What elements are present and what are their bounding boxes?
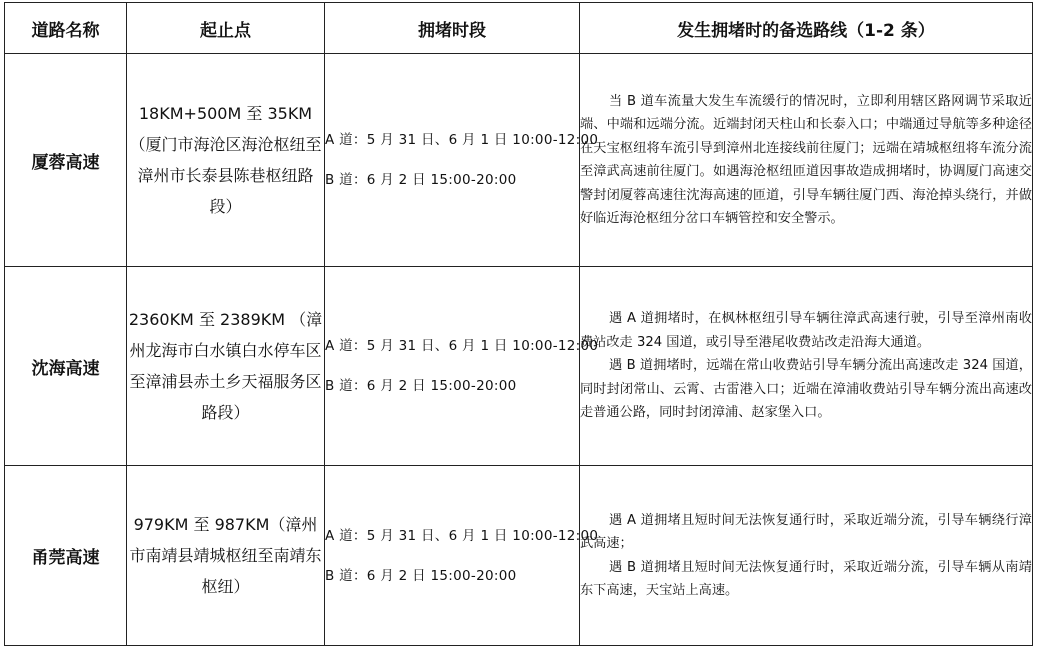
route-paragraph: 遇 B 道拥堵且短时间无法恢复通行时，采取近端分流，引导车辆从南靖东下高速，天宝站上高速。 xyxy=(580,559,1032,598)
period-cell xyxy=(325,466,599,646)
header-alternate-route: 发生拥堵时的备选路线（1-2 条） xyxy=(580,3,1033,54)
header-range: 起止点 xyxy=(127,3,325,54)
reroute-table xyxy=(4,2,1033,646)
period-cell xyxy=(325,54,599,267)
road-name-cell: 沈海高速 xyxy=(5,267,127,466)
period-cell xyxy=(325,267,599,466)
range-cell: 979KM 至 987KM（漳州市南靖县靖城枢纽至南靖东枢纽） xyxy=(127,466,325,646)
header-row xyxy=(5,3,1033,54)
table-row xyxy=(5,54,1033,267)
period-a: A 道：5 月 31 日、6 月 1 日 10:00-12:00 xyxy=(325,338,599,354)
alternate-route-cell xyxy=(580,267,1033,466)
alternate-route-cell xyxy=(580,54,1033,267)
header-road-name: 道路名称 xyxy=(5,3,127,54)
route-paragraph: 遇 B 道拥堵时，远端在常山收费站引导车辆分流出高速改走 324 国道，同时封闭常山、云霄、古雷港入口；近端在漳浦收费站引导车辆分流出高速改走普通公路，同时封闭漳浦、赵家堡入口。 xyxy=(580,358,1032,421)
route-paragraph: 遇 A 道拥堵且短时间无法恢复通行时，采取近端分流，引导车辆绕行漳武高速； xyxy=(580,512,1032,551)
road-name-cell: 甬莞高速 xyxy=(5,466,127,646)
period-a: A 道：5 月 31 日、6 月 1 日 10:00-12:00 xyxy=(325,132,599,148)
period-a: A 道：5 月 31 日、6 月 1 日 10:00-12:00 xyxy=(325,527,599,544)
range-cell: 18KM+500M 至 35KM（厦门市海沧区海沧枢纽至漳州市长泰县陈巷枢纽路段） xyxy=(127,54,325,267)
range-cell: 2360KM 至 2389KM （漳州龙海市白水镇白水停车区至漳浦县赤土乡天福服务区路段） xyxy=(127,267,325,466)
period-b: B 道：6 月 2 日 15:00-20:00 xyxy=(325,567,517,584)
table-row xyxy=(5,267,1033,466)
route-paragraph: 当 B 道车流量大发生车流缓行的情况时，立即利用辖区路网调节采取近端、中端和远端分流。近端封闭天柱山和长泰入口；中端通过导航等多种途径在天宝枢纽将车流引导到漳州北连接线前往厦门；远端在靖城枢纽将车流分流至漳武高速前往厦门。如遇海沧枢纽匝道因事故造成拥堵时，协调厦门高速交警封闭厦蓉高速往沈海高速的匝道，引导车辆往厦门西、海沧掉头绕行，并做好临近海沧枢纽分岔口车辆管控和安全警示。 xyxy=(580,93,1032,226)
alternate-route-cell xyxy=(580,466,1033,646)
period-b: B 道：6 月 2 日 15:00-20:00 xyxy=(325,172,517,188)
table-row xyxy=(5,466,1033,646)
road-name-cell: 厦蓉高速 xyxy=(5,54,127,267)
route-paragraph: 遇 A 道拥堵时，在枫林枢纽引导车辆往漳武高速行驶，引导至漳州南收费站改走 324 国道，或引导至港尾收费站改走沿海大通道。 xyxy=(580,311,1032,350)
header-period: 拥堵时段 xyxy=(325,3,580,54)
period-b: B 道：6 月 2 日 15:00-20:00 xyxy=(325,378,517,394)
